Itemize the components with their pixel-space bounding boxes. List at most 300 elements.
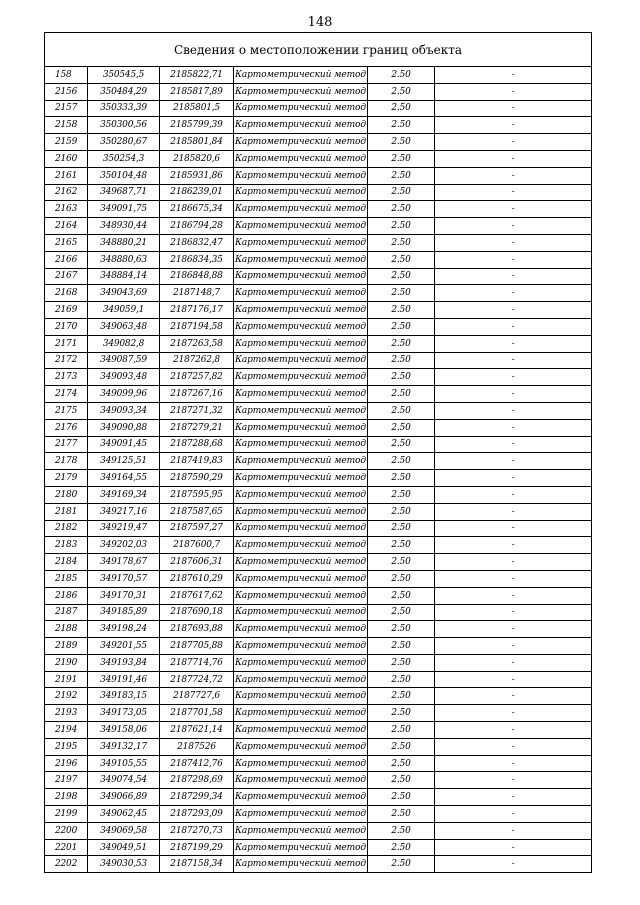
description-cell: -	[435, 352, 592, 369]
accuracy-cell: 2.50	[368, 184, 435, 201]
method-cell: Картометрический метод	[234, 318, 368, 335]
x-coordinate-cell: 349093,48	[88, 369, 160, 386]
y-coordinate-cell: 2185820,6	[160, 150, 234, 167]
x-coordinate-cell: 349170,31	[88, 587, 160, 604]
description-cell: -	[435, 402, 592, 419]
x-coordinate-cell: 349043,69	[88, 285, 160, 302]
x-coordinate-cell: 349687,71	[88, 184, 160, 201]
description-cell: -	[435, 251, 592, 268]
table-row	[45, 218, 592, 235]
accuracy-cell: 2.50	[368, 738, 435, 755]
y-coordinate-cell: 2187270,73	[160, 822, 234, 839]
table-row	[45, 537, 592, 554]
accuracy-cell: 2.50	[368, 318, 435, 335]
accuracy-cell: 2.50	[368, 537, 435, 554]
accuracy-cell: 2.50	[368, 554, 435, 571]
method-cell: Картометрический метод	[234, 117, 368, 134]
table-row	[45, 134, 592, 151]
y-coordinate-cell: 2186239,01	[160, 184, 234, 201]
x-coordinate-cell: 349066,89	[88, 789, 160, 806]
point-number-cell: 2187	[45, 604, 88, 621]
method-cell: Картометрический метод	[234, 470, 368, 487]
table-row	[45, 470, 592, 487]
y-coordinate-cell: 2187587,65	[160, 503, 234, 520]
point-number-cell: 2164	[45, 218, 88, 235]
description-cell: -	[435, 268, 592, 285]
accuracy-cell: 2.50	[368, 117, 435, 134]
y-coordinate-cell: 2187293,09	[160, 806, 234, 823]
description-cell: -	[435, 486, 592, 503]
x-coordinate-cell: 349125,51	[88, 453, 160, 470]
x-coordinate-cell: 350333,39	[88, 100, 160, 117]
method-cell: Картометрический метод	[234, 772, 368, 789]
description-cell: -	[435, 369, 592, 386]
x-coordinate-cell: 349099,96	[88, 386, 160, 403]
accuracy-cell: 2.50	[368, 285, 435, 302]
x-coordinate-cell: 350254,3	[88, 150, 160, 167]
method-cell: Картометрический метод	[234, 806, 368, 823]
x-coordinate-cell: 348884,14	[88, 268, 160, 285]
method-cell: Картометрический метод	[234, 486, 368, 503]
method-cell: Картометрический метод	[234, 201, 368, 218]
table-row	[45, 318, 592, 335]
y-coordinate-cell: 2187263,58	[160, 335, 234, 352]
point-number-cell: 2175	[45, 402, 88, 419]
x-coordinate-cell: 349093,34	[88, 402, 160, 419]
x-coordinate-cell: 349091,75	[88, 201, 160, 218]
accuracy-cell: 2.50	[368, 251, 435, 268]
description-cell: -	[435, 117, 592, 134]
description-cell: -	[435, 755, 592, 772]
y-coordinate-cell: 2187621,14	[160, 722, 234, 739]
x-coordinate-cell: 349059,1	[88, 302, 160, 319]
y-coordinate-cell: 2187727,6	[160, 688, 234, 705]
y-coordinate-cell: 2187158,34	[160, 856, 234, 873]
description-cell: -	[435, 453, 592, 470]
table-row	[45, 839, 592, 856]
description-cell: -	[435, 335, 592, 352]
method-cell: Картометрический метод	[234, 856, 368, 873]
accuracy-cell: 2.50	[368, 486, 435, 503]
accuracy-cell: 2.50	[368, 201, 435, 218]
point-number-cell: 2176	[45, 419, 88, 436]
point-number-cell: 158	[45, 67, 88, 84]
method-cell: Картометрический метод	[234, 419, 368, 436]
y-coordinate-cell: 2187298,69	[160, 772, 234, 789]
method-cell: Картометрический метод	[234, 285, 368, 302]
point-number-cell: 2172	[45, 352, 88, 369]
method-cell: Картометрический метод	[234, 234, 368, 251]
x-coordinate-cell: 349178,67	[88, 554, 160, 571]
y-coordinate-cell: 2187590,29	[160, 470, 234, 487]
y-coordinate-cell: 2187176,17	[160, 302, 234, 319]
accuracy-cell: 2.50	[368, 234, 435, 251]
page-number: 148	[307, 15, 333, 30]
method-cell: Картометрический метод	[234, 251, 368, 268]
description-cell: -	[435, 654, 592, 671]
point-number-cell: 2192	[45, 688, 88, 705]
method-cell: Картометрический метод	[234, 67, 368, 84]
y-coordinate-cell: 2187419,83	[160, 453, 234, 470]
description-cell: -	[435, 167, 592, 184]
description-cell: -	[435, 470, 592, 487]
method-cell: Картометрический метод	[234, 453, 368, 470]
accuracy-cell: 2.50	[368, 772, 435, 789]
y-coordinate-cell: 2187724,72	[160, 671, 234, 688]
point-number-cell: 2162	[45, 184, 88, 201]
table-row	[45, 856, 592, 873]
table-row	[45, 117, 592, 134]
accuracy-cell: 2.50	[368, 705, 435, 722]
x-coordinate-cell: 349082,8	[88, 335, 160, 352]
x-coordinate-cell: 349030,53	[88, 856, 160, 873]
table-row	[45, 100, 592, 117]
accuracy-cell: 2.50	[368, 470, 435, 487]
y-coordinate-cell: 2185817,89	[160, 83, 234, 100]
x-coordinate-cell: 349217,16	[88, 503, 160, 520]
method-cell: Картометрический метод	[234, 503, 368, 520]
description-cell: -	[435, 705, 592, 722]
x-coordinate-cell: 349105,55	[88, 755, 160, 772]
method-cell: Картометрический метод	[234, 352, 368, 369]
y-coordinate-cell: 2185801,5	[160, 100, 234, 117]
y-coordinate-cell: 2187271,32	[160, 402, 234, 419]
description-cell: -	[435, 419, 592, 436]
y-coordinate-cell: 2186834,35	[160, 251, 234, 268]
y-coordinate-cell: 2185822,71	[160, 67, 234, 84]
point-number-cell: 2157	[45, 100, 88, 117]
method-cell: Картометрический метод	[234, 705, 368, 722]
point-number-cell: 2178	[45, 453, 88, 470]
method-cell: Картометрический метод	[234, 738, 368, 755]
description-cell: -	[435, 839, 592, 856]
table-row	[45, 570, 592, 587]
table-row	[45, 486, 592, 503]
x-coordinate-cell: 349191,46	[88, 671, 160, 688]
point-number-cell: 2181	[45, 503, 88, 520]
point-number-cell: 2165	[45, 234, 88, 251]
table-row	[45, 604, 592, 621]
point-number-cell: 2163	[45, 201, 88, 218]
table-row	[45, 302, 592, 319]
x-coordinate-cell: 349069,58	[88, 822, 160, 839]
y-coordinate-cell: 2187597,27	[160, 520, 234, 537]
accuracy-cell: 2.50	[368, 839, 435, 856]
x-coordinate-cell: 349062,45	[88, 806, 160, 823]
description-cell: -	[435, 100, 592, 117]
accuracy-cell: 2.50	[368, 302, 435, 319]
x-coordinate-cell: 349170,57	[88, 570, 160, 587]
point-number-cell: 2171	[45, 335, 88, 352]
method-cell: Картометрический метод	[234, 822, 368, 839]
description-cell: -	[435, 83, 592, 100]
y-coordinate-cell: 2187267,16	[160, 386, 234, 403]
table-row	[45, 520, 592, 537]
description-cell: -	[435, 688, 592, 705]
accuracy-cell: 2.50	[368, 369, 435, 386]
accuracy-cell: 2.50	[368, 335, 435, 352]
table-row	[45, 654, 592, 671]
x-coordinate-cell: 349201,55	[88, 638, 160, 655]
method-cell: Картометрический метод	[234, 167, 368, 184]
method-cell: Картометрический метод	[234, 722, 368, 739]
method-cell: Картометрический метод	[234, 369, 368, 386]
point-number-cell: 2174	[45, 386, 88, 403]
x-coordinate-cell: 348930,44	[88, 218, 160, 235]
point-number-cell: 2169	[45, 302, 88, 319]
accuracy-cell: 2.50	[368, 436, 435, 453]
point-number-cell: 2190	[45, 654, 88, 671]
point-number-cell: 2179	[45, 470, 88, 487]
description-cell: -	[435, 822, 592, 839]
description-cell: -	[435, 134, 592, 151]
accuracy-cell: 2.50	[368, 167, 435, 184]
description-cell: -	[435, 570, 592, 587]
table-row	[45, 772, 592, 789]
accuracy-cell: 2.50	[368, 755, 435, 772]
accuracy-cell: 2.50	[368, 520, 435, 537]
point-number-cell: 2167	[45, 268, 88, 285]
x-coordinate-cell: 349090,88	[88, 419, 160, 436]
point-number-cell: 2161	[45, 167, 88, 184]
table-row	[45, 587, 592, 604]
y-coordinate-cell: 2187693,88	[160, 621, 234, 638]
point-number-cell: 2156	[45, 83, 88, 100]
table-row	[45, 83, 592, 100]
table-row	[45, 671, 592, 688]
x-coordinate-cell: 349063,48	[88, 318, 160, 335]
description-cell: -	[435, 537, 592, 554]
y-coordinate-cell: 2187610,29	[160, 570, 234, 587]
accuracy-cell: 2.50	[368, 352, 435, 369]
accuracy-cell: 2.50	[368, 604, 435, 621]
x-coordinate-cell: 350300,56	[88, 117, 160, 134]
method-cell: Картометрический метод	[234, 570, 368, 587]
point-number-cell: 2202	[45, 856, 88, 873]
table-row	[45, 369, 592, 386]
description-cell: -	[435, 772, 592, 789]
accuracy-cell: 2.50	[368, 386, 435, 403]
x-coordinate-cell: 350545,5	[88, 67, 160, 84]
table-row	[45, 705, 592, 722]
point-number-cell: 2195	[45, 738, 88, 755]
point-number-cell: 2196	[45, 755, 88, 772]
method-cell: Картометрический метод	[234, 335, 368, 352]
y-coordinate-cell: 2187701,58	[160, 705, 234, 722]
point-number-cell: 2198	[45, 789, 88, 806]
method-cell: Картометрический метод	[234, 789, 368, 806]
method-cell: Картометрический метод	[234, 386, 368, 403]
accuracy-cell: 2.50	[368, 150, 435, 167]
description-cell: -	[435, 218, 592, 235]
table-title-row	[45, 33, 592, 67]
point-number-cell: 2200	[45, 822, 88, 839]
table-row	[45, 822, 592, 839]
description-cell: -	[435, 201, 592, 218]
method-cell: Картометрический метод	[234, 436, 368, 453]
accuracy-cell: 2.50	[368, 503, 435, 520]
table-row	[45, 789, 592, 806]
point-number-cell: 2158	[45, 117, 88, 134]
table-row	[45, 402, 592, 419]
table-row	[45, 738, 592, 755]
accuracy-cell: 2.50	[368, 83, 435, 100]
point-number-cell: 2166	[45, 251, 88, 268]
table-row	[45, 167, 592, 184]
table-row	[45, 806, 592, 823]
x-coordinate-cell: 349169,34	[88, 486, 160, 503]
description-cell: -	[435, 806, 592, 823]
method-cell: Картометрический метод	[234, 654, 368, 671]
x-coordinate-cell: 348880,21	[88, 234, 160, 251]
accuracy-cell: 2.50	[368, 671, 435, 688]
method-cell: Картометрический метод	[234, 268, 368, 285]
x-coordinate-cell: 349164,55	[88, 470, 160, 487]
point-number-cell: 2199	[45, 806, 88, 823]
point-number-cell: 2193	[45, 705, 88, 722]
y-coordinate-cell: 2186832,47	[160, 234, 234, 251]
table-row	[45, 419, 592, 436]
accuracy-cell: 2.50	[368, 722, 435, 739]
description-cell: -	[435, 503, 592, 520]
point-number-cell: 2191	[45, 671, 88, 688]
description-cell: -	[435, 234, 592, 251]
point-number-cell: 2183	[45, 537, 88, 554]
description-cell: -	[435, 856, 592, 873]
x-coordinate-cell: 349074,54	[88, 772, 160, 789]
description-cell: -	[435, 638, 592, 655]
description-cell: -	[435, 604, 592, 621]
method-cell: Картометрический метод	[234, 839, 368, 856]
accuracy-cell: 2.50	[368, 453, 435, 470]
method-cell: Картометрический метод	[234, 688, 368, 705]
y-coordinate-cell: 2185801,84	[160, 134, 234, 151]
table-row	[45, 722, 592, 739]
table-title: Сведения о местоположении границ объекта	[45, 33, 592, 67]
y-coordinate-cell: 2186675,34	[160, 201, 234, 218]
accuracy-cell: 2.50	[368, 419, 435, 436]
accuracy-cell: 2.50	[368, 688, 435, 705]
y-coordinate-cell: 2187262,8	[160, 352, 234, 369]
point-number-cell: 2184	[45, 554, 88, 571]
y-coordinate-cell: 2187606,31	[160, 554, 234, 571]
description-cell: -	[435, 789, 592, 806]
table-row	[45, 503, 592, 520]
x-coordinate-cell: 349198,24	[88, 621, 160, 638]
accuracy-cell: 2.50	[368, 67, 435, 84]
description-cell: -	[435, 318, 592, 335]
y-coordinate-cell: 2187194,58	[160, 318, 234, 335]
x-coordinate-cell: 349193,84	[88, 654, 160, 671]
description-cell: -	[435, 738, 592, 755]
point-number-cell: 2180	[45, 486, 88, 503]
method-cell: Картометрический метод	[234, 100, 368, 117]
description-cell: -	[435, 621, 592, 638]
accuracy-cell: 2.50	[368, 789, 435, 806]
y-coordinate-cell: 2187714,76	[160, 654, 234, 671]
x-coordinate-cell: 350104,48	[88, 167, 160, 184]
point-number-cell: 2177	[45, 436, 88, 453]
method-cell: Картометрический метод	[234, 150, 368, 167]
x-coordinate-cell: 349185,89	[88, 604, 160, 621]
accuracy-cell: 2.50	[368, 822, 435, 839]
table-row	[45, 184, 592, 201]
y-coordinate-cell: 2187199,29	[160, 839, 234, 856]
accuracy-cell: 2.50	[368, 856, 435, 873]
accuracy-cell: 2.50	[368, 638, 435, 655]
accuracy-cell: 2.50	[368, 587, 435, 604]
table-row	[45, 234, 592, 251]
y-coordinate-cell: 2187617,62	[160, 587, 234, 604]
description-cell: -	[435, 184, 592, 201]
method-cell: Картометрический метод	[234, 587, 368, 604]
accuracy-cell: 2.50	[368, 100, 435, 117]
method-cell: Картометрический метод	[234, 604, 368, 621]
description-cell: -	[435, 150, 592, 167]
x-coordinate-cell: 350280,67	[88, 134, 160, 151]
x-coordinate-cell: 349158,06	[88, 722, 160, 739]
table-row	[45, 638, 592, 655]
method-cell: Картометрический метод	[234, 302, 368, 319]
table-row	[45, 688, 592, 705]
table-row	[45, 621, 592, 638]
method-cell: Картометрический метод	[234, 755, 368, 772]
accuracy-cell: 2.50	[368, 134, 435, 151]
x-coordinate-cell: 349049,51	[88, 839, 160, 856]
method-cell: Картометрический метод	[234, 638, 368, 655]
accuracy-cell: 2.50	[368, 570, 435, 587]
description-cell: -	[435, 285, 592, 302]
point-number-cell: 2197	[45, 772, 88, 789]
y-coordinate-cell: 2187600,7	[160, 537, 234, 554]
description-cell: -	[435, 671, 592, 688]
table-row	[45, 352, 592, 369]
accuracy-cell: 2.50	[368, 218, 435, 235]
y-coordinate-cell: 2185799,39	[160, 117, 234, 134]
accuracy-cell: 2.50	[368, 268, 435, 285]
method-cell: Картометрический метод	[234, 184, 368, 201]
method-cell: Картометрический метод	[234, 554, 368, 571]
x-coordinate-cell: 349091,45	[88, 436, 160, 453]
x-coordinate-cell: 348880,63	[88, 251, 160, 268]
point-number-cell: 2188	[45, 621, 88, 638]
y-coordinate-cell: 2187279,21	[160, 419, 234, 436]
table-row	[45, 251, 592, 268]
description-cell: -	[435, 436, 592, 453]
y-coordinate-cell: 2187412,76	[160, 755, 234, 772]
accuracy-cell: 2.50	[368, 654, 435, 671]
point-number-cell: 2194	[45, 722, 88, 739]
description-cell: -	[435, 554, 592, 571]
accuracy-cell: 2.50	[368, 621, 435, 638]
method-cell: Картометрический метод	[234, 537, 368, 554]
table-row	[45, 268, 592, 285]
boundary-coordinates-table	[44, 32, 592, 873]
y-coordinate-cell: 2187705,88	[160, 638, 234, 655]
x-coordinate-cell: 349183,15	[88, 688, 160, 705]
accuracy-cell: 2.50	[368, 806, 435, 823]
table-row	[45, 554, 592, 571]
y-coordinate-cell: 2187595,95	[160, 486, 234, 503]
y-coordinate-cell: 2187257,82	[160, 369, 234, 386]
y-coordinate-cell: 2187526	[160, 738, 234, 755]
point-number-cell: 2173	[45, 369, 88, 386]
y-coordinate-cell: 2186794,28	[160, 218, 234, 235]
point-number-cell: 2201	[45, 839, 88, 856]
x-coordinate-cell: 349132,17	[88, 738, 160, 755]
table-row	[45, 755, 592, 772]
point-number-cell: 2182	[45, 520, 88, 537]
